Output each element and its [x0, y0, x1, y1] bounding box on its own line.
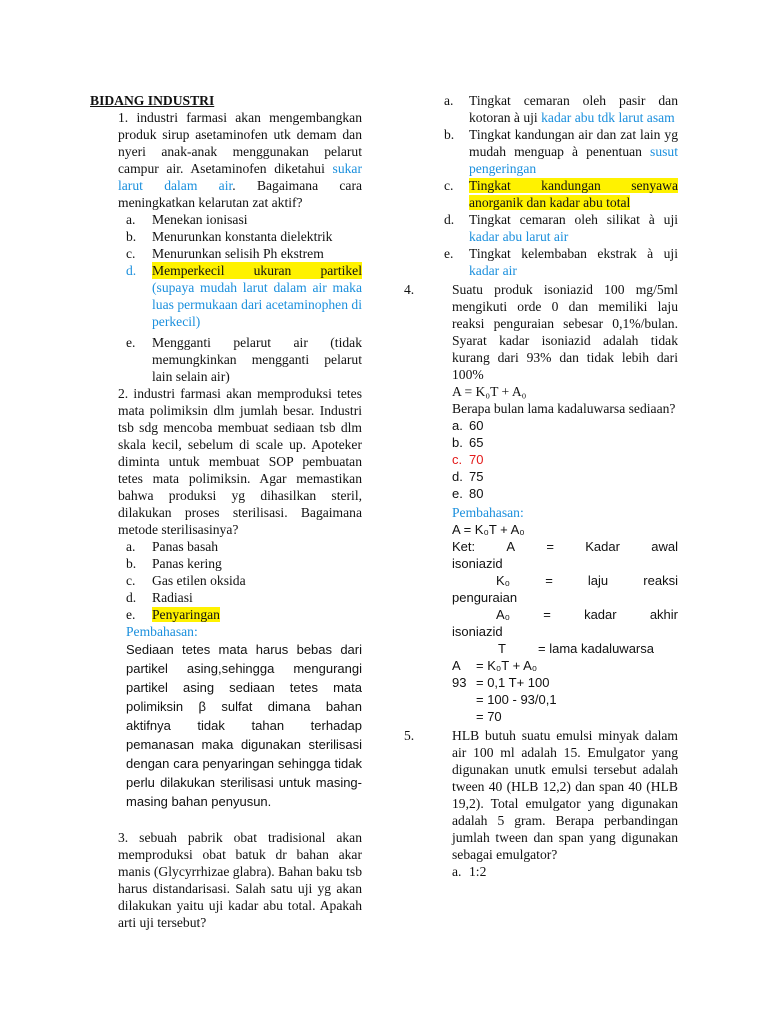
calc-4-rhs: = 70 [476, 709, 502, 724]
q2-answer-text: Penyaringan [152, 607, 220, 622]
q4-option-b-letter: b. [452, 435, 463, 450]
q2-pembahasan-text: Sediaan tetes mata harus bebas dari partikel asing,sehingga mengurangi partikel asing sediaan tetes mata polimiksin β sulfat dimana bahan aktifnya tidak tahan terhadap pemanasan maka digunakan sterilisasi dengan cara penyaringan sehingga tidak perlu dilakukan sterilisasi untuk masing-masing bahan penyusun. [126, 642, 362, 809]
q4-option-b [428, 434, 678, 451]
calc-2-rhs: = 0,1 T+ 100 [476, 675, 550, 690]
calc-1-lhs: A [452, 658, 461, 673]
q1-text-blue: sukar larut dalam air [118, 161, 362, 193]
q1-option-b-letter: b. [126, 229, 137, 244]
q4-option-d-letter: d. [452, 469, 463, 484]
q2-option-a [90, 538, 362, 555]
ket-k0-sym: K₀ [496, 573, 511, 588]
q1-option-a [90, 211, 362, 228]
ket-t-sym: T [498, 641, 506, 656]
q3-answer-text: Tingkat kandungan senyawa anorganik dan kadar abu total [469, 178, 678, 210]
question-2: 2. industri farmasi akan memproduksi tetes mata polimiksin dlm jumlah besar. Industri tsb sdg mencoba membuat sediaan tsb dlm skala kecil, sebelum di scale up. Apoteker diminta untuk membuat SOP pembuatan tetes mata polimiksin. Agar memastikan bahwa produksi yg dihasilkan steril, dilakukan proses sterilisasi. Bagaimana metode sterilisasinya? [118, 386, 362, 537]
q2-option-a-text: Panas basah [152, 539, 219, 554]
q3-option-e-text: Tingkat kelembaban ekstrak à uji [469, 246, 678, 261]
q1-option-e-text: Mengganti pelarut air (tidak memungkinkan mengganti pelarut lain selain air) [152, 335, 362, 384]
left-column [90, 92, 362, 931]
q2-pembahasan-label: Pembahasan: [126, 624, 198, 639]
q3-option-d-text: Tingkat cemaran oleh silikat à uji [469, 212, 678, 227]
q2-option-b-letter: b. [126, 556, 137, 571]
q4-question: Berapa bulan lama kadaluwarsa sediaan? [452, 401, 676, 416]
q1-option-c-text: Menurunkan selisih Ph ekstrem [152, 246, 324, 261]
section-heading: BIDANG INDUSTRI [90, 93, 215, 108]
q5-text: HLB butuh suatu emulsi minyak dalam air 100 ml adalah 15. Emulgator yang digunakan unutk emulsi tersebut adalah tween 40 (HLB 12,2) dan span 40 (HLB 19,2). Total emulgator yang digunakan adalah 5 gram. Berapa perbandingan jumlah tween dan span yang digunakan sebagai emulgator? [452, 728, 678, 862]
q4-formula: A = K₀T + A₀ [452, 384, 527, 399]
q4-answer-c [428, 451, 678, 468]
q1-option-c-letter: c. [126, 246, 136, 261]
q1-answer-d [90, 262, 362, 330]
question-5 [404, 727, 678, 863]
q4-answer-letter: c. [452, 452, 463, 467]
q4-option-d-text: 75 [469, 469, 484, 484]
calc-row-4 [452, 708, 678, 725]
q4-option-d [428, 468, 678, 485]
ket-k0-desc-b: reaksi [643, 573, 678, 588]
q2-option-b-text: Panas kering [152, 556, 222, 571]
q2-option-b [90, 555, 362, 572]
q2-option-c [90, 572, 362, 589]
q1-option-a-letter: a. [126, 212, 136, 227]
q1-option-c [90, 245, 362, 262]
q3-option-d-blue: kadar abu larut air [469, 229, 569, 244]
q5-option-a [428, 863, 678, 880]
calc-row-2 [452, 674, 678, 691]
q3-answer-letter: c. [444, 178, 454, 193]
q4-pb-formula: A = K₀T + A₀ [452, 522, 525, 537]
ket-row-t [452, 640, 678, 657]
ket-a0-cont: isoniazid [452, 624, 503, 639]
q1-answer-letter: d. [126, 263, 137, 278]
q4-option-a-letter: a. [452, 418, 463, 433]
ket-row-k0 [452, 572, 678, 589]
q2-option-c-letter: c. [126, 573, 136, 588]
q3-option-e-letter: e. [444, 246, 454, 261]
q3-option-e-blue: kadar air [469, 263, 517, 278]
ket-a0-sym: A₀ [496, 607, 511, 622]
calc-row-3 [452, 691, 678, 708]
q3-answer-c [428, 177, 678, 211]
q4-answer-text: 70 [469, 452, 484, 467]
q4-option-e-text: 80 [469, 486, 484, 501]
calc-3-rhs: = 100 - 93/0,1 [476, 692, 557, 707]
q2-option-c-text: Gas etilen oksida [152, 573, 246, 588]
q3-option-a-blue: kadar abu tdk larut asam [541, 110, 675, 125]
q3-option-a-text: Tingkat cemaran oleh pasir dan kotoran à uji [469, 93, 678, 125]
ket-a0-desc-b: akhir [649, 607, 678, 622]
question-4 [404, 281, 678, 383]
ket-row-a [452, 538, 678, 555]
ket-a-sym: A [506, 539, 516, 554]
question-3: 3. sebuah pabrik obat tradisional akan memproduksi obat batuk dr bahan akar manis (Glycyrrhizae glabra). Bahan baku tsb harus distandarisasi. Salah satu uji yg akan dilakukan yaitu uji kadar abu total. Apakah arti uji tersebut? [118, 830, 362, 930]
q4-option-e-letter: e. [452, 486, 463, 501]
q3-option-a-letter: a. [444, 93, 454, 108]
calc-row-1 [452, 657, 678, 674]
q5-number: 5. [404, 728, 415, 743]
q2-option-d [90, 589, 362, 606]
q1-option-a-text: Menekan ionisasi [152, 212, 248, 227]
q2-option-a-letter: a. [126, 539, 136, 554]
calc-1-rhs: = K₀T + A₀ [476, 658, 538, 673]
right-column [404, 92, 678, 880]
question-1 [90, 109, 362, 211]
q4-text: Suatu produk isoniazid 100 mg/5ml mengikuti orde 0 dan memiliki laju reaksi penguraian sebesar 0,1%/bulan. Syarat kadar isoniazid adalah tidak kurang dari 93% dan tidak lebih dari 100% [452, 282, 678, 382]
q3-option-d [428, 211, 678, 245]
q1-text-a: 1. industri farmasi akan mengembangkan produk sirup asetaminofen utk demam dan nyeri anak-anak menggunakan pelarut campur air. Asetaminofen diketahui [118, 110, 362, 176]
q3-option-b-blue: susut pengeringan [469, 144, 678, 176]
q1-option-b [90, 228, 362, 245]
q4-option-a-text: 60 [469, 418, 484, 433]
q4-pembahasan-label: Pembahasan: [452, 505, 524, 520]
q3-option-e [428, 245, 678, 279]
q1-answer-text: Memperkecil ukuran partikel [152, 263, 362, 278]
q3-option-d-letter: d. [444, 212, 455, 227]
q4-option-a [428, 417, 678, 434]
ket-k0-eq: = [545, 573, 553, 588]
q4-ket [428, 538, 678, 725]
q5-option-a-letter: a. [452, 864, 462, 879]
ket-a0-eq: = [543, 607, 551, 622]
q1-option-e-letter: e. [126, 335, 136, 350]
ket-k0-cont: penguraian [452, 590, 518, 605]
q5-option-a-text: 1:2 [469, 864, 487, 879]
q4-number: 4. [404, 282, 415, 297]
q4-option-e [428, 485, 678, 502]
ket-a-eq: = [546, 539, 554, 554]
ket-a-desc-a: Kadar [585, 539, 620, 554]
ket-row-a0 [452, 606, 678, 623]
q4-option-b-text: 65 [469, 435, 484, 450]
q2-answer-e [90, 606, 362, 623]
q3-option-b-letter: b. [444, 127, 455, 142]
ket-k0-desc-a: laju [587, 573, 609, 588]
calc-2-lhs: 93 [452, 675, 467, 690]
q1-option-e [90, 334, 362, 385]
ket-a-cont: isoniazid [452, 556, 503, 571]
ket-a-desc-b: awal [651, 539, 678, 554]
ket-t-desc: = lama kadaluwarsa [538, 641, 654, 656]
q2-answer-letter: e. [126, 607, 136, 622]
q1-option-b-text: Menurunkan konstanta dielektrik [152, 229, 333, 244]
q3-option-b [428, 126, 678, 177]
q1-answer-note: (supaya mudah larut dalam air maka luas permukaan dari acetaminophen di perkecil) [152, 280, 362, 329]
ket-label: Ket: [452, 539, 476, 554]
q2-option-d-text: Radiasi [152, 590, 193, 605]
q1-text-b: . Bagaimana cara meningkatkan kelarutan zat aktif? [118, 178, 363, 210]
q3-option-b-text: Tingkat kandungan air dan zat lain yg mudah menguap à penentuan [469, 127, 678, 159]
q2-option-d-letter: d. [126, 590, 137, 605]
ket-a0-desc-a: kadar [584, 607, 617, 622]
q3-option-a [428, 92, 678, 126]
